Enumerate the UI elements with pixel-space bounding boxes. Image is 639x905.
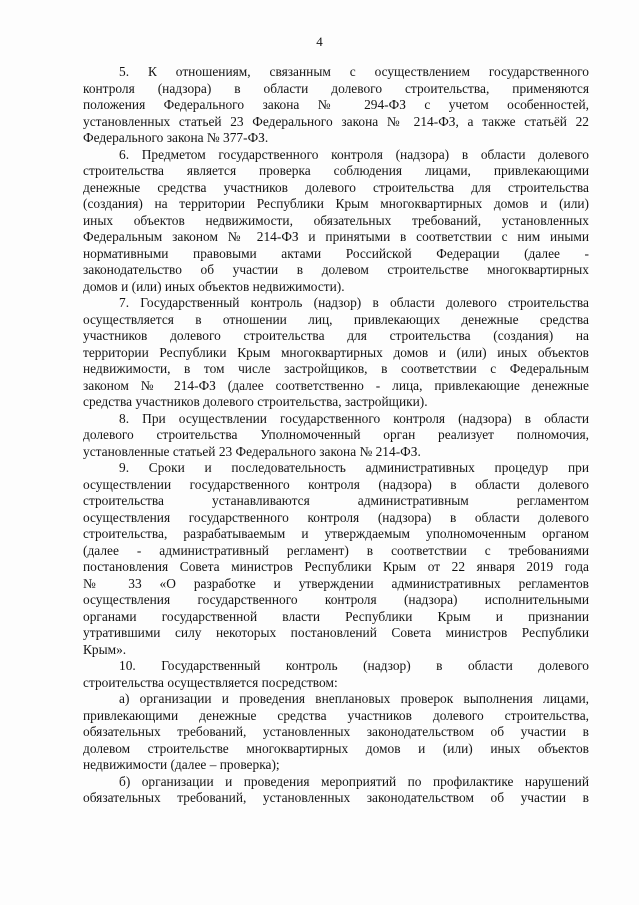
paragraph-line: 9. Сроки и последовательность административных процедур при (119, 460, 589, 475)
paragraph-line: долевого строительства Уполномоченный орган реализует полномочия, (83, 427, 589, 442)
paragraph-line: недвижимости, в том числе застройщиков, в соответствии с Федеральным (83, 361, 589, 376)
paragraph-line: 10. Государственный контроль (надзор) в области долевого (119, 658, 589, 673)
paragraph-8 (83, 411, 589, 461)
paragraph-line: (создания) на территории Республики Крым многоквартирных домов и (или) (83, 196, 589, 211)
paragraph-line: денежные средства участников долевого строительства для строительства (83, 179, 589, 195)
paragraph-line: иных объектов недвижимости, обязательных требований, установленных (83, 212, 589, 228)
paragraph-line: обязательных требований, установленных законодательством об участии в (83, 724, 589, 739)
paragraph-line: долевом строительстве многоквартирных домов и (или) иных объектов (83, 740, 589, 756)
paragraph-line: 6. Предметом государственного контроля (надзора) в области долевого (119, 146, 589, 162)
paragraph-5 (83, 64, 589, 147)
paragraph-line: постановления Совета министров Республики Крым от 22 января 2019 года (83, 559, 589, 574)
paragraph-line: домов и (или) иных объектов недвижимости). (83, 278, 345, 294)
page-number: 4 (316, 34, 323, 49)
paragraph-line: законом № 214-ФЗ (далее соответственно - лица, привлекающие денежные (83, 377, 589, 393)
paragraph-10 (83, 658, 589, 691)
paragraph-line: установленных статьей 23 Федерального закона № 214-ФЗ, а также статьёй 22 (83, 113, 589, 129)
paragraph-line: средства участников долевого строительства, застройщики). (83, 394, 428, 409)
subparagraph-b (83, 774, 589, 807)
paragraph-line: Федеральным законом № 214-ФЗ и принятыми в соответствии с ним иными (83, 229, 589, 244)
paragraph-line: 7. Государственный контроль (надзор) в области долевого строительства (119, 295, 589, 310)
paragraph-7 (83, 295, 589, 411)
paragraph-line: участников долевого строительства для строительства (создания) на (83, 328, 589, 343)
subparagraph-a (83, 691, 589, 774)
paragraph-line: строительства, разрабатываемым и утверждаемым уполномоченным органом (83, 526, 589, 541)
paragraph-line: б) организации и проведения мероприятий по профилактике нарушений (119, 773, 589, 789)
paragraph-line: Федерального закона № 377-ФЗ. (83, 130, 269, 145)
paragraph-line: 5. К отношениям, связанным с осуществлением государственного (119, 64, 589, 79)
paragraph-line: Крым». (83, 641, 127, 657)
paragraph-line: строительства устанавливаются административным регламентом (83, 493, 589, 508)
paragraph-line: а) организации и проведения внеплановых проверок выполнения лицами, (119, 691, 589, 706)
paragraph-line: нормативными правовыми актами Российской Федерации (далее - (83, 245, 589, 261)
paragraph-line: осуществления государственного контроля (надзора) исполнительными (83, 592, 589, 607)
paragraph-9 (83, 460, 589, 658)
paragraph-line: № 33 «О разработке и утверждении административных регламентов (83, 575, 589, 591)
paragraph-line: привлекающими денежные средства участников долевого строительства, (83, 707, 589, 723)
paragraph-line: положения Федерального закона № 294-ФЗ с учетом особенностей, (83, 97, 589, 112)
paragraph-line: обязательных требований, установленных законодательством об участии в (83, 790, 589, 805)
paragraph-line: 8. При осуществлении государственного контроля (надзора) в области (119, 410, 589, 426)
paragraph-line: установленные статьей 23 Федерального закона № 214-ФЗ. (83, 443, 421, 459)
document-body (83, 64, 589, 807)
paragraph-line: осуществлении государственного контроля (надзора) в области долевого (83, 476, 589, 492)
paragraph-line: территории Республики Крым многоквартирных домов и (или) иных объектов (83, 344, 589, 360)
paragraph-line: строительства осуществляется посредством: (83, 674, 338, 690)
paragraph-line: осуществляется в отношении лиц, привлекающих денежные средства (83, 311, 589, 327)
paragraph-line: законодательство об участии в долевом строительстве многоквартирных (83, 262, 589, 277)
paragraph-6 (83, 147, 589, 296)
paragraph-line: строительства является проверка соблюдения лицами, привлекающими (83, 163, 589, 178)
paragraph-line: органами государственной власти Республики Крым и признании (83, 608, 589, 624)
paragraph-line: контроля (надзора) в области долевого строительства, применяются (83, 80, 589, 96)
paragraph-line: утратившими силу некоторых постановлений Совета министров Республики (83, 625, 589, 640)
paragraph-line: осуществления государственного контроля (надзора) в области долевого (83, 509, 589, 525)
paragraph-line: недвижимости (далее – проверка); (83, 757, 280, 772)
paragraph-line: (далее - административный регламент) в соответствии с требованиями (83, 542, 589, 558)
